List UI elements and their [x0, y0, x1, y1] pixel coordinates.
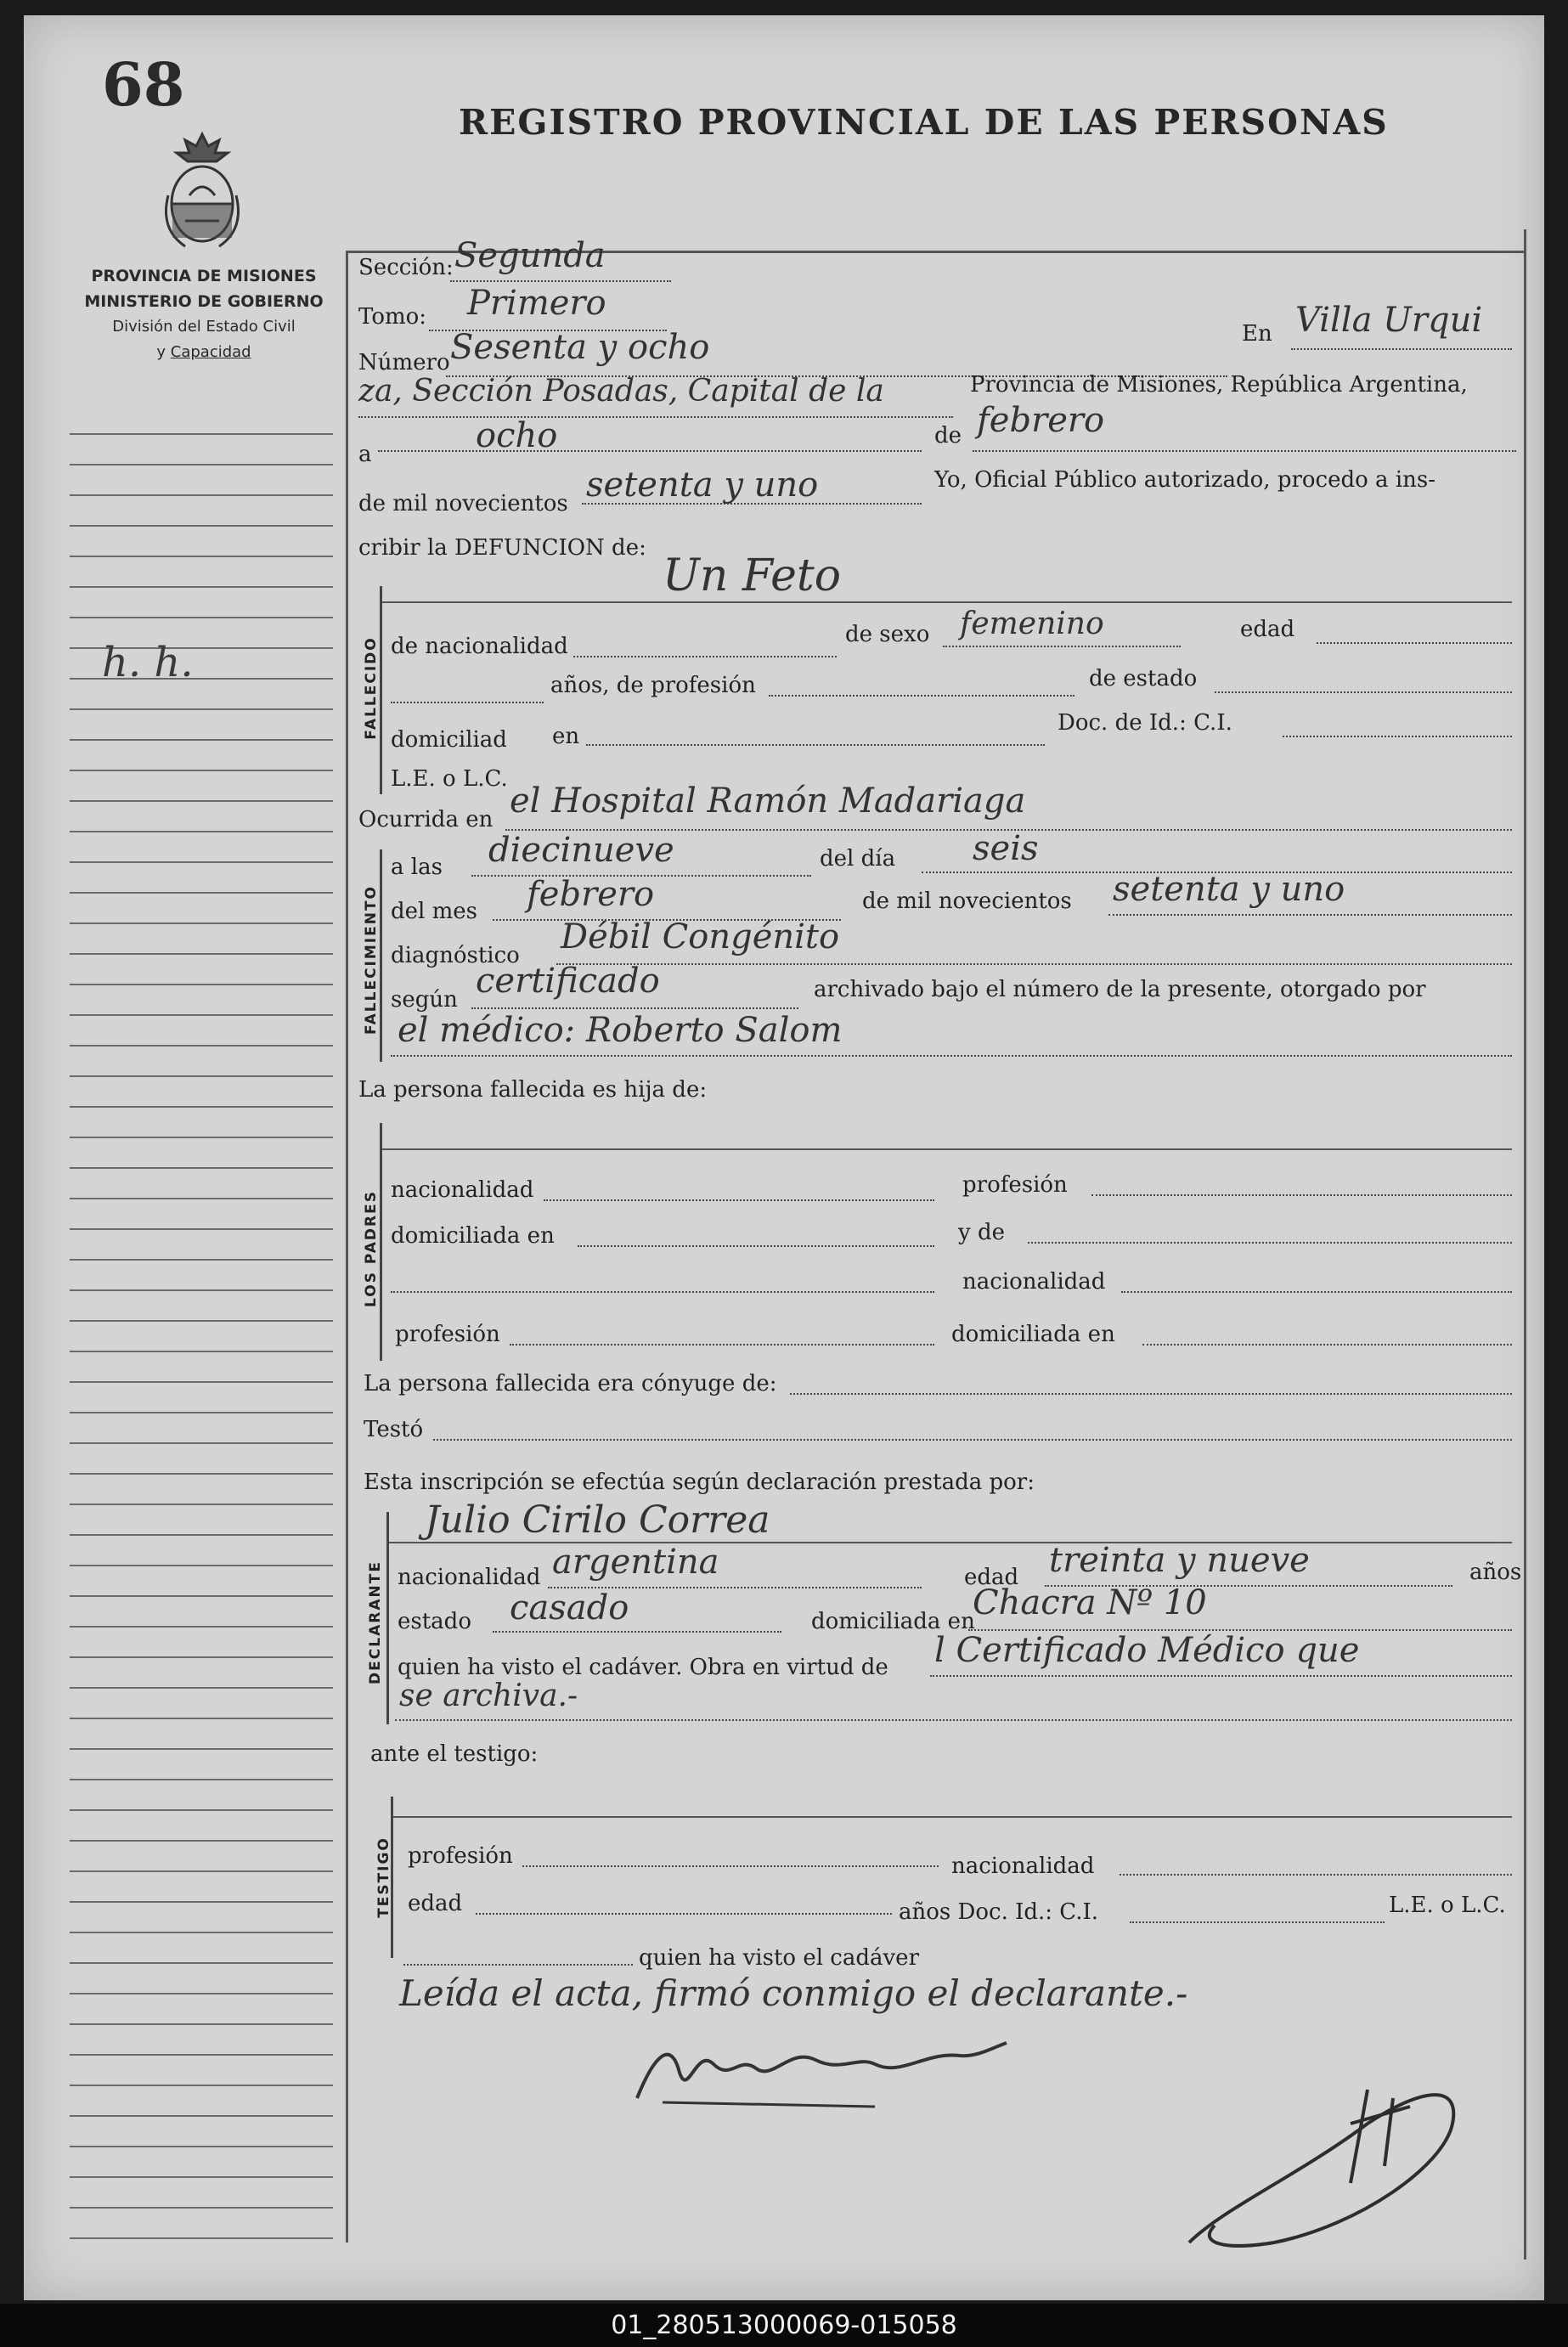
label-inscripcion: Esta inscripción se efectúa según declaración prestada por: [364, 1470, 1035, 1495]
fill-dia [378, 450, 922, 452]
label-conyuge-de: La persona fallecida era cónyuge de: [364, 1371, 777, 1396]
value-diagnostico: Débil Congénito [561, 917, 840, 956]
fill-domiciliada-madre [1142, 1344, 1512, 1346]
division-name-cont: y Capacidad [156, 343, 251, 361]
fill-diagnostico [556, 963, 1512, 965]
fill-anio [582, 503, 922, 505]
fill-profesion-madre [510, 1344, 934, 1346]
government-header [68, 263, 340, 365]
value-mes: febrero [977, 401, 1105, 440]
fill-testo [433, 1439, 1512, 1441]
label-domiciliada-madre: domiciliada en [951, 1322, 1115, 1347]
label-domiciliada-padre: domiciliada en [391, 1223, 555, 1249]
fill-obra-virtud [930, 1675, 1512, 1677]
official-signature-icon [1172, 2073, 1486, 2268]
label-en: En [1242, 321, 1272, 347]
label-nacionalidad-padre: nacionalidad [391, 1177, 534, 1203]
value-en-lugar: Villa Urqui [1295, 301, 1483, 340]
margin-note: h. h. [102, 639, 194, 686]
label-de-estado: de estado [1089, 666, 1198, 691]
label-del-mes: del mes [391, 899, 477, 924]
label-de-mil-novecientos: de mil novecientos [358, 491, 568, 516]
label-a-las: a las [391, 855, 443, 880]
section-label-declarante: DECLARANTE [367, 1560, 384, 1684]
province-name: PROVINCIA DE MISIONES [91, 267, 317, 285]
label-nacionalidad-madre: nacionalidad [962, 1269, 1106, 1295]
value-numero: Sesenta y ocho [450, 328, 710, 367]
fill-conyuge [790, 1393, 1512, 1395]
label-domiciliad: domiciliad [391, 727, 507, 753]
label-de: de [934, 423, 962, 449]
fill-nacionalidad-padre [544, 1199, 934, 1201]
label-a: a [358, 442, 372, 467]
section-bar-fallecido [380, 586, 382, 794]
rule-padres-top [382, 1148, 1512, 1150]
fill-test-visto [403, 1964, 633, 1966]
fill-test-doc [1130, 1921, 1385, 1923]
label-decl-anios: años [1469, 1560, 1522, 1585]
section-bar-fallecimiento [380, 849, 382, 1062]
section-bar-padres [380, 1123, 382, 1361]
label-cribir: cribir la DEFUNCION de: [358, 535, 646, 561]
fill-estado [1215, 691, 1512, 693]
label-test-quien-ha-visto: quien ha visto el cadáver [639, 1945, 920, 1971]
value-segun: certificado [476, 962, 660, 1001]
label-ante-el-testigo: ante el testigo: [370, 1741, 539, 1767]
declarante-signature-icon [620, 2022, 1011, 2115]
section-label-testigo: TESTIGO [375, 1836, 392, 1918]
fill-profesion [769, 695, 1074, 697]
fill-test-profesion [522, 1865, 939, 1867]
label-edad: edad [1240, 617, 1295, 642]
label-de-sexo: de sexo [845, 622, 930, 647]
label-numero: Número [358, 350, 450, 375]
value-tomo: Primero [467, 284, 606, 323]
label-anios-profesion: años, de profesión [550, 673, 756, 698]
label-segun: según [391, 987, 458, 1013]
fill-test-nacionalidad [1120, 1874, 1512, 1876]
value-declarante: Julio Cirilo Correa [425, 1498, 770, 1542]
fill-medico [391, 1055, 1512, 1057]
section-bar-declarante [386, 1512, 389, 1724]
value-decl-estado: casado [510, 1588, 629, 1628]
value-ocurrida-en: el Hospital Ramón Madariaga [510, 781, 1026, 821]
label-profesion-padre: profesión [962, 1172, 1068, 1198]
rule-testigo-top [393, 1816, 1512, 1818]
page-number: 68 [102, 49, 185, 120]
fill-seccion [450, 280, 671, 282]
frame-left-border [346, 251, 348, 2243]
fill-lugar-cont [358, 416, 953, 418]
frame-right-border [1524, 229, 1526, 2260]
fill-profesion-padre [1091, 1194, 1512, 1196]
page-title: REGISTRO PROVINCIAL DE LAS PERSONAS [459, 102, 1389, 143]
label-test-edad: edad [408, 1891, 463, 1916]
fill-doc-id [1283, 736, 1512, 737]
section-label-padres: LOS PADRES [363, 1190, 380, 1307]
label-de-mil-novecientos-2: de mil novecientos [862, 889, 1072, 914]
value-lugar-cont: za, Sección Posadas, Capital de la [358, 374, 884, 409]
fill-nacionalidad-madre [1121, 1291, 1512, 1293]
label-ocurrida-en: Ocurrida en [358, 807, 494, 832]
label-doc-id: Doc. de Id.: C.I. [1058, 710, 1232, 736]
label-decl-estado: estado [398, 1609, 471, 1634]
value-obra-cont: se archiva.- [399, 1678, 578, 1713]
label-test-anios-doc: años Doc. Id.: C.I. [899, 1899, 1099, 1925]
section-label-fallecido: FALLECIDO [363, 636, 380, 740]
label-le-lc: L.E. o L.C. [391, 766, 508, 792]
label-y-de: y de [958, 1220, 1005, 1245]
value-hora: diecinueve [488, 831, 674, 870]
fill-obra-cont [395, 1719, 1512, 1721]
label-test-nacionalidad: nacionalidad [951, 1853, 1095, 1879]
value-decl-edad: treinta y nueve [1049, 1541, 1310, 1580]
value-anio-fallec: setenta y uno [1113, 870, 1345, 909]
label-seccion: Sección: [358, 255, 454, 280]
label-profesion-madre: profesión [395, 1322, 500, 1347]
label-en-domicilio: en [552, 724, 580, 749]
fill-nacionalidad [573, 656, 837, 657]
value-sexo: femenino [960, 606, 1104, 641]
label-decl-domiciliada: domiciliada en [811, 1609, 975, 1634]
label-archivado: archivado bajo el número de la presente, otorgado por [814, 977, 1426, 1002]
label-test-le-lc: L.E. o L.C. [1389, 1893, 1506, 1918]
fill-decl-estado [493, 1631, 781, 1633]
label-hija-de: La persona fallecida es hija de: [358, 1077, 708, 1103]
fill-y-de [1028, 1242, 1512, 1244]
footer-id: 01_280513000069-015058 [0, 2304, 1568, 2347]
label-diagnostico: diagnóstico [391, 943, 520, 968]
value-dia: ocho [476, 416, 558, 455]
fill-madre-nombre [391, 1291, 934, 1293]
coat-of-arms-icon [155, 127, 249, 255]
label-tomo: Tomo: [358, 304, 427, 330]
fill-en [1291, 348, 1512, 350]
fill-edad [1317, 642, 1512, 644]
value-anio: setenta y uno [586, 465, 819, 505]
value-nombre: Un Feto [663, 550, 842, 601]
fill-sexo [943, 646, 1181, 647]
fill-segun [471, 1007, 798, 1009]
value-leida: Leída el acta, firmó conmigo el declarante.- [399, 1972, 1188, 2014]
rule-fallecido-top [382, 601, 1512, 603]
label-decl-nacionalidad: nacionalidad [398, 1565, 541, 1590]
label-quien-ha-visto: quien ha visto el cadáver. Obra en virtud de [398, 1655, 888, 1680]
ministry-name: MINISTERIO DE GOBIERNO [84, 292, 324, 311]
fill-anio-fallec [1108, 914, 1512, 916]
value-seccion: Segunda [454, 236, 606, 275]
label-de-nacionalidad: de nacionalidad [391, 634, 568, 659]
label-yo-oficial: Yo, Oficial Público autorizado, procedo a ins- [934, 467, 1436, 493]
value-medico: el médico: Roberto Salom [398, 1011, 843, 1050]
value-mes-fallec: febrero [527, 875, 655, 914]
fill-mes [973, 450, 1516, 452]
fill-domiciliada-padre [578, 1245, 934, 1247]
division-name: División del Estado Civil [112, 318, 296, 336]
label-provincia: Provincia de Misiones, República Argentina, [970, 372, 1468, 398]
label-test-profesion: profesión [408, 1843, 513, 1869]
fill-domicilio [586, 744, 1045, 746]
fill-test-edad [476, 1913, 892, 1915]
section-label-fallecimiento: FALLECIMIENTO [363, 884, 380, 1035]
value-decl-domicilio: Chacra Nº 10 [973, 1583, 1207, 1622]
value-decl-nacionalidad: argentina [552, 1543, 719, 1582]
label-testo: Testó [364, 1417, 424, 1442]
label-decl-edad: edad [964, 1565, 1019, 1590]
fill-edad-cont [391, 702, 544, 703]
label-del-dia: del día [820, 846, 896, 872]
value-dia-fallec: seis [973, 829, 1039, 868]
value-obra-virtud: l Certificado Médico que [934, 1631, 1360, 1670]
